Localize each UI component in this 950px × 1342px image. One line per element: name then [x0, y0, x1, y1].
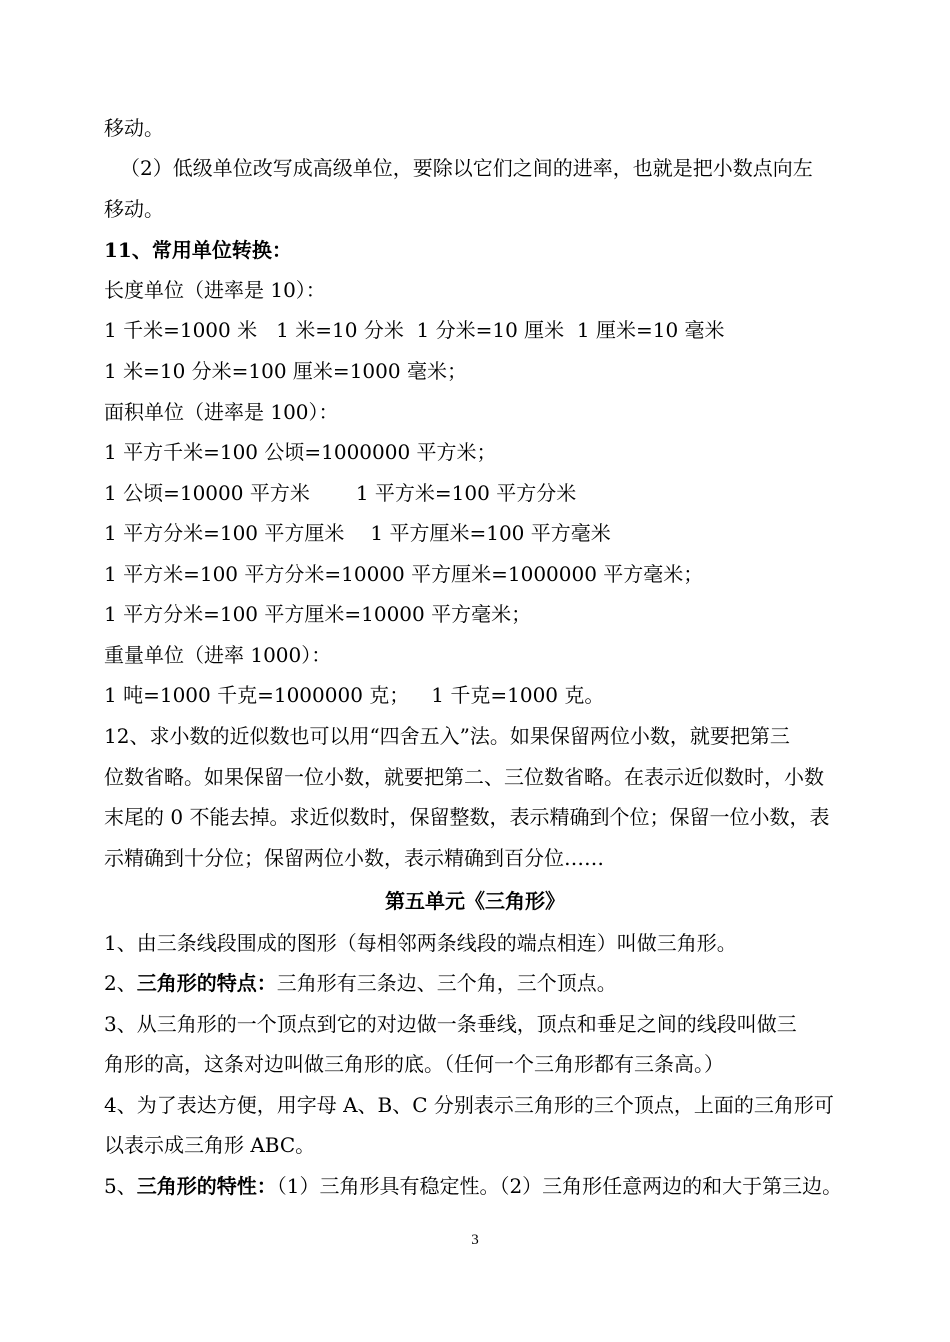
text-line	[104, 680, 604, 710]
text-line: 1、由三条线段围成的图形（每相邻两条线段的端点相连）叫做三角形。	[104, 931, 737, 955]
text-line	[104, 478, 576, 508]
text-segment: （1）三角形具有稳定性。（2）三角形任意两边的和大于第三边。	[276, 1174, 843, 1198]
text-segment: 1 平方分米=100 平方厘米	[104, 521, 345, 545]
text-line: 以表示成三角形 ABC。	[104, 1133, 316, 1157]
text-segment: 1 千克=1000 克。	[431, 683, 605, 707]
text-line: 示精确到十分位；保留两位小数，表示精确到百分位……	[104, 846, 604, 870]
text-line: 3、从三角形的一个顶点到它的对边做一条垂线，顶点和垂足之间的线段叫做三	[104, 1012, 797, 1036]
text-segment: 1 公顷=10000 平方米	[104, 481, 310, 505]
text-line	[104, 1171, 842, 1201]
text-segment: 1 平方厘米=100 平方毫米	[370, 521, 611, 545]
text-line: 位数省略。如果保留一位小数，就要把第二、三位数省略。在表示近似数时，小数	[104, 765, 824, 789]
text-line: 面积单位（进率是 100）：	[104, 400, 339, 424]
bold-term: 三角形的特性：	[136, 1174, 277, 1198]
text-line: 重量单位（进率 1000）：	[104, 643, 332, 667]
text-line: 移动。	[104, 116, 164, 140]
text-line: 4、为了表达方便，用字母 A、B、C 分别表示三角形的三个顶点，上面的三角形可	[104, 1093, 834, 1117]
text-line: 移动。	[104, 197, 164, 221]
text-line: 1 千米=1000 米 1 米=10 分米 1 分米=10 厘米 1 厘米=10 毫米	[104, 318, 725, 342]
text-segment: 5、	[104, 1174, 137, 1198]
text-segment: 1 平方米=100 平方分米	[355, 481, 577, 505]
unit-heading: 第五单元《三角形》	[385, 889, 565, 913]
text-line: 12、求小数的近似数也可以用“四舍五入”法。如果保留两位小数，就要把第三	[104, 724, 790, 748]
text-line: 1 平方米=100 平方分米=10000 平方厘米=1000000 平方毫米；	[104, 562, 704, 586]
text-line: 长度单位（进率是 10）：	[104, 278, 326, 302]
text-segment: 2、	[104, 971, 137, 995]
section-heading: 11、常用单位转换：	[104, 238, 292, 262]
text-line: 角形的高，这条对边叫做三角形的底。（任何一个三角形都有三条高。）	[104, 1052, 724, 1076]
text-line	[104, 968, 617, 998]
text-line	[104, 518, 611, 548]
page-number: 3	[471, 1232, 479, 1248]
bold-term: 三角形的特点：	[136, 971, 277, 995]
text-line: 1 平方千米=100 公顷=1000000 平方米；	[104, 440, 497, 464]
text-line: 1 米=10 分米=100 厘米=1000 毫米；	[104, 359, 467, 383]
text-line: （2）低级单位改写成高级单位，要除以它们之间的进率，也就是把小数点向左	[120, 156, 813, 180]
text-line: 末尾的 0 不能去掉。求近似数时，保留整数，表示精确到个位；保留一位小数，表	[104, 805, 830, 829]
text-segment: 1 吨=1000 千克=1000000 克；	[104, 683, 410, 707]
text-segment: 三角形有三条边、三个角，三个顶点。	[276, 971, 617, 995]
text-line: 1 平方分米=100 平方厘米=10000 平方毫米；	[104, 602, 532, 626]
